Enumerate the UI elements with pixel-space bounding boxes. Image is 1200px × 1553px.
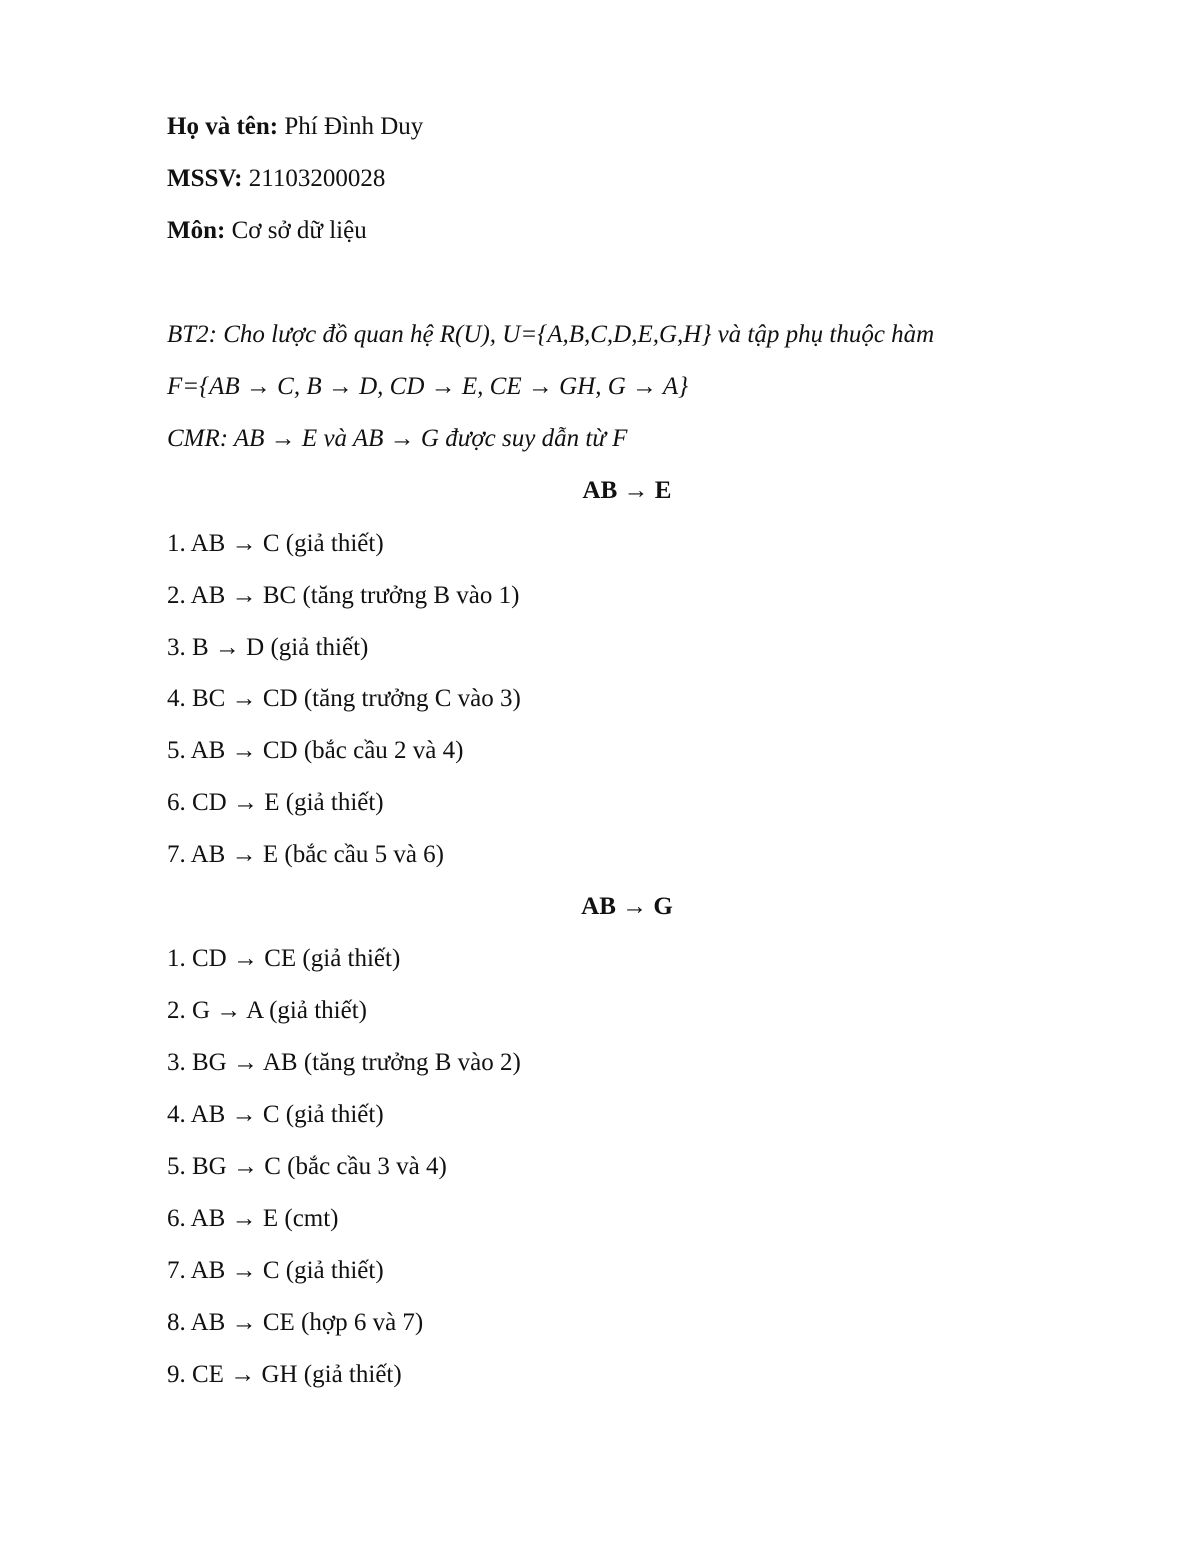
proof-goal: CMR: AB → E và AB → G được suy dẫn từ F: [167, 425, 628, 452]
proof-g-step: 7. AB → C (giả thiết): [167, 1257, 384, 1284]
student-name-line: [167, 112, 423, 142]
proof-e-heading: AB → E: [582, 477, 672, 504]
problem-statement-line: BT2: Cho lược đồ quan hệ R(U), U={A,B,C,D,E,G,H} và tập phụ thuộc hàm: [167, 321, 935, 348]
proof-g-step: 9. CE → GH (giả thiết): [167, 1361, 402, 1388]
student-id-label: MSSV:: [167, 165, 243, 192]
subject-label: Môn:: [167, 217, 226, 244]
proof-e-step: 1. AB → C (giả thiết): [167, 530, 384, 557]
subject-value: Cơ sở dữ liệu: [225, 217, 367, 244]
student-name-value: Phí Đình Duy: [278, 113, 424, 140]
proof-g-step: 3. BG → AB (tăng trưởng B vào 2): [167, 1049, 521, 1076]
functional-dependency-set: F={AB → C, B → D, CD → E, CE → GH, G → A}: [167, 373, 689, 400]
student-id-line: [167, 164, 385, 194]
proof-e-step: 4. BC → CD (tăng trưởng C vào 3): [167, 685, 521, 712]
proof-g-step: 6. AB → E (cmt): [167, 1205, 339, 1232]
proof-g-step: 1. CD → CE (giả thiết): [167, 945, 401, 972]
student-id-value: 21103200028: [242, 165, 386, 192]
proof-e-step: 2. AB → BC (tăng trưởng B vào 1): [167, 582, 520, 609]
proof-e-step: 6. CD → E (giả thiết): [167, 789, 384, 816]
proof-e-step: 3. B → D (giả thiết): [167, 634, 369, 661]
subject-line: [167, 216, 367, 246]
student-name-label: Họ và tên:: [167, 113, 279, 140]
proof-g-step: 4. AB → C (giả thiết): [167, 1101, 384, 1128]
proof-e-step: 7. AB → E (bắc cầu 5 và 6): [167, 841, 445, 868]
proof-g-step: 8. AB → CE (hợp 6 và 7): [167, 1309, 424, 1336]
proof-g-step: 2. G → A (giả thiết): [167, 997, 367, 1024]
proof-g-heading: AB → G: [581, 893, 673, 920]
proof-g-step: 5. BG → C (bắc cầu 3 và 4): [167, 1153, 447, 1180]
proof-e-step: 5. AB → CD (bắc cầu 2 và 4): [167, 737, 464, 764]
